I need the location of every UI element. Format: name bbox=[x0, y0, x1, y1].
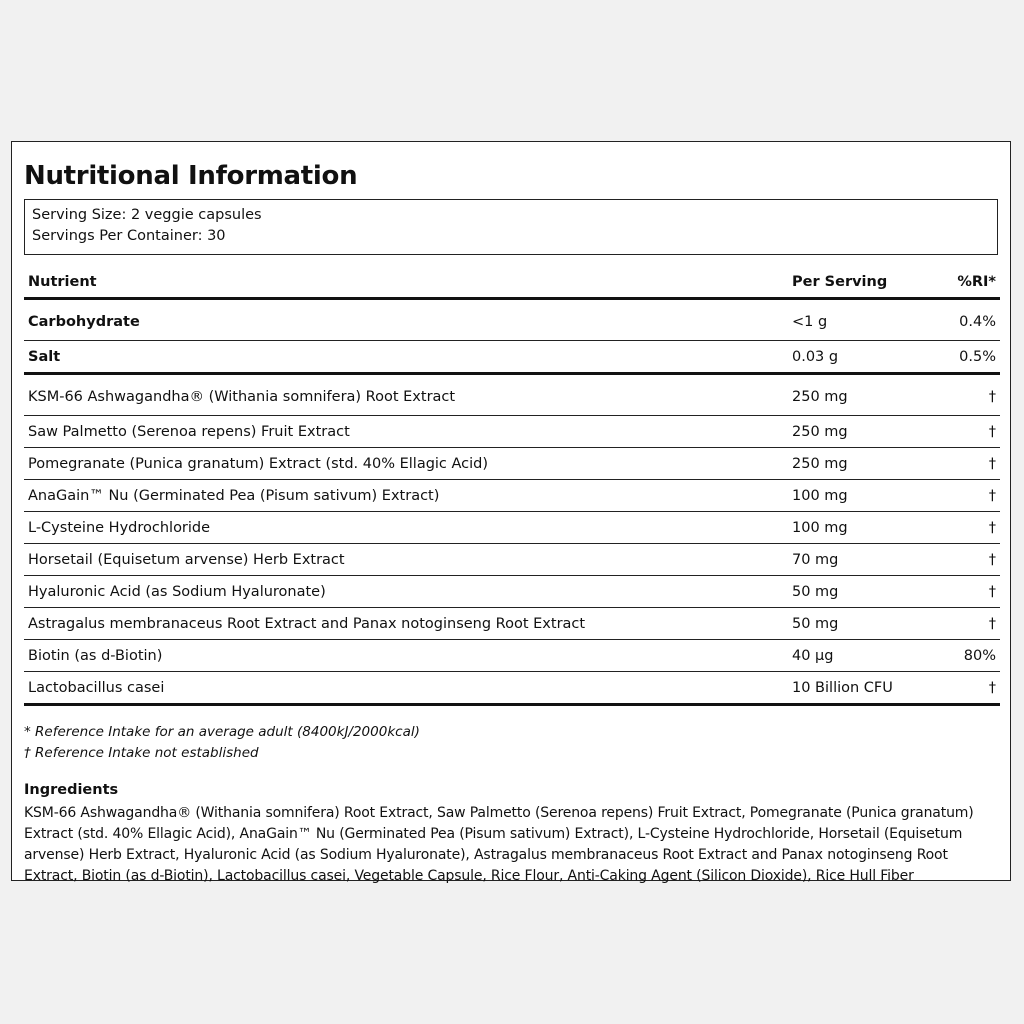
nutrient-ri: † bbox=[904, 448, 1000, 480]
nutrient-table bbox=[24, 267, 1000, 706]
nutrient-amount: 100 mg bbox=[788, 512, 904, 544]
header-nutrient: Nutrient bbox=[24, 267, 788, 299]
nutrient-name: Salt bbox=[24, 341, 788, 374]
nutrient-name: AnaGain™ Nu (Germinated Pea (Pisum sativum) Extract) bbox=[24, 480, 788, 512]
nutrient-name: Biotin (as d-Biotin) bbox=[24, 640, 788, 672]
nutrient-amount: <1 g bbox=[788, 299, 904, 341]
nutrient-amount: 250 mg bbox=[788, 374, 904, 416]
table-row bbox=[24, 576, 1000, 608]
table-row bbox=[24, 299, 1000, 341]
nutrient-name: Astragalus membranaceus Root Extract and Panax notoginseng Root Extract bbox=[24, 608, 788, 640]
nutrient-ri: † bbox=[904, 672, 1000, 705]
nutrient-ri: † bbox=[904, 374, 1000, 416]
nutrient-amount: 70 mg bbox=[788, 544, 904, 576]
table-row bbox=[24, 608, 1000, 640]
nutrient-amount: 0.03 g bbox=[788, 341, 904, 374]
nutrient-amount: 10 Billion CFU bbox=[788, 672, 904, 705]
table-row bbox=[24, 374, 1000, 416]
serving-size: Serving Size: 2 veggie capsules bbox=[32, 207, 262, 223]
nutrient-amount: 100 mg bbox=[788, 480, 904, 512]
table-row bbox=[24, 416, 1000, 448]
nutrition-panel bbox=[11, 141, 1011, 884]
servings-per-container: Servings Per Container: 30 bbox=[32, 228, 226, 244]
nutrient-amount: 50 mg bbox=[788, 608, 904, 640]
nutrient-ri: † bbox=[904, 416, 1000, 448]
nutrient-ri: † bbox=[904, 608, 1000, 640]
nutrient-name: Horsetail (Equisetum arvense) Herb Extract bbox=[24, 544, 788, 576]
header-ri: %RI* bbox=[904, 267, 1000, 299]
nutrient-ri: † bbox=[904, 480, 1000, 512]
nutrient-ri: 80% bbox=[904, 640, 1000, 672]
nutrient-amount: 250 mg bbox=[788, 416, 904, 448]
nutrient-name: Saw Palmetto (Serenoa repens) Fruit Extract bbox=[24, 416, 788, 448]
nutrient-name: Carbohydrate bbox=[24, 299, 788, 341]
table-row bbox=[24, 512, 1000, 544]
table-row bbox=[24, 544, 1000, 576]
nutrient-ri: † bbox=[904, 576, 1000, 608]
nutrient-ri: † bbox=[904, 544, 1000, 576]
table-row bbox=[24, 341, 1000, 374]
header-per-serving: Per Serving bbox=[788, 267, 904, 299]
nutrient-ri: † bbox=[904, 512, 1000, 544]
nutrient-amount: 250 mg bbox=[788, 448, 904, 480]
nutrient-amount: 40 µg bbox=[788, 640, 904, 672]
table-row bbox=[24, 448, 1000, 480]
nutrient-amount: 50 mg bbox=[788, 576, 904, 608]
table-header-row bbox=[24, 267, 1000, 299]
serving-info-box bbox=[24, 199, 998, 255]
table-row bbox=[24, 672, 1000, 705]
nutrient-ri: 0.4% bbox=[904, 299, 1000, 341]
nutrient-name: L-Cysteine Hydrochloride bbox=[24, 512, 788, 544]
ingredients-heading: Ingredients bbox=[24, 782, 119, 798]
ingredients-text: KSM-66 Ashwagandha® (Withania somnifera) Root Extract, Saw Palmetto (Serenoa repens) Fruit Extract, Pomegranate (Punica granatum) Extract (std. 40% Ellagic Acid), AnaGain™ Nu (Germinated Pea (Pisum sativum) Extract), L-Cysteine Hydrochloride, Horsetail (Equisetum arvense) Herb Extract, Hyaluronic Acid (as Sodium Hyaluronate), Astragalus membranaceus Root Extract and Panax notoginseng Root Extract, Biotin (as d-Biotin), Lactobacillus casei, Vegetable Capsule, Rice Flour, Anti-Caking Agent (Silicon Dioxide), Rice Hull Fiber bbox=[24, 805, 974, 884]
table-row bbox=[24, 480, 1000, 512]
footnotes bbox=[24, 722, 998, 764]
nutrient-name: Hyaluronic Acid (as Sodium Hyaluronate) bbox=[24, 576, 788, 608]
footnote-ri: * Reference Intake for an average adult (8400kJ/2000kcal) bbox=[24, 724, 420, 740]
footnote-dagger: † Reference Intake not established bbox=[24, 745, 259, 761]
nutrient-name: KSM-66 Ashwagandha® (Withania somnifera) Root Extract bbox=[24, 374, 788, 416]
nutrient-name: Pomegranate (Punica granatum) Extract (std. 40% Ellagic Acid) bbox=[24, 448, 788, 480]
nutrient-name: Lactobacillus casei bbox=[24, 672, 788, 705]
table-row bbox=[24, 640, 1000, 672]
nutrient-ri: 0.5% bbox=[904, 341, 1000, 374]
panel-title: Nutritional Information bbox=[24, 161, 358, 191]
